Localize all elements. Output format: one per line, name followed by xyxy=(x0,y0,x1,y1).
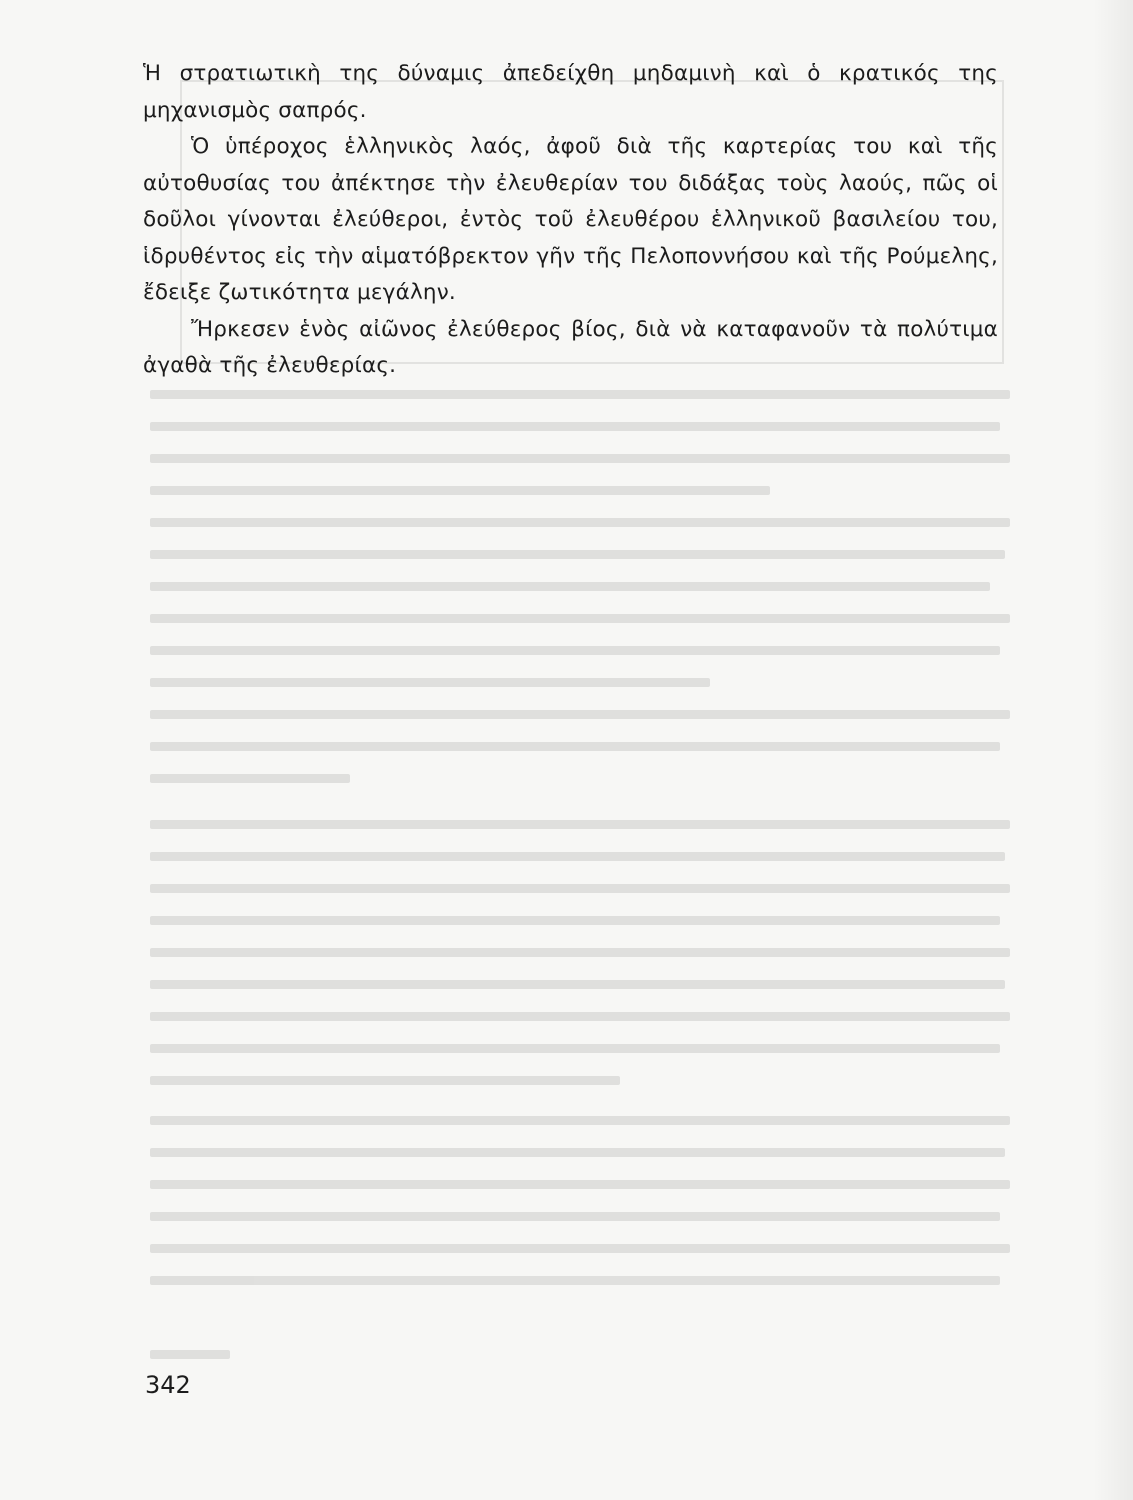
page-edge-shadow xyxy=(1093,0,1133,1500)
paragraph-military: Ἡ στρατιωτικὴ της δύναμις ἀπεδείχθη μηδαμινὴ καὶ ὁ κρατικός της μηχανισμὸς σαπρός. xyxy=(143,61,998,123)
body-text xyxy=(143,56,998,385)
page-number: 342 xyxy=(145,1371,191,1399)
paragraph-free-life: Ἤρκεσεν ἑνὸς αἰῶνος ἐλεύθερος βίος, διὰ νὰ καταφανοῦν τὰ πολύτιμα ἀγαθὰ τῆς ἐλευθερίας. xyxy=(143,316,998,378)
paragraph-greek-people: Ὁ ὑπέροχος ἑλληνικὸς λαός, ἀφοῦ διὰ τῆς καρτερίας του καὶ τῆς αὐτοθυσίας του ἀπέκτησε τὴν ἐλευθερίαν του διδάξας τοὺς λαούς, πῶς οἱ δοῦλοι γίνονται ἐλεύθεροι, ἐντὸς τοῦ ἐλευθέρου ἑλληνικοῦ βασιλείου του, ἱδρυθέντος εἰς τὴν αἱματόβρεκτον γῆν τῆς Πελοποννήσου καὶ τῆς Ρούμελης, ἔδειξε ζωτικότητα μεγάλην. xyxy=(143,134,998,305)
